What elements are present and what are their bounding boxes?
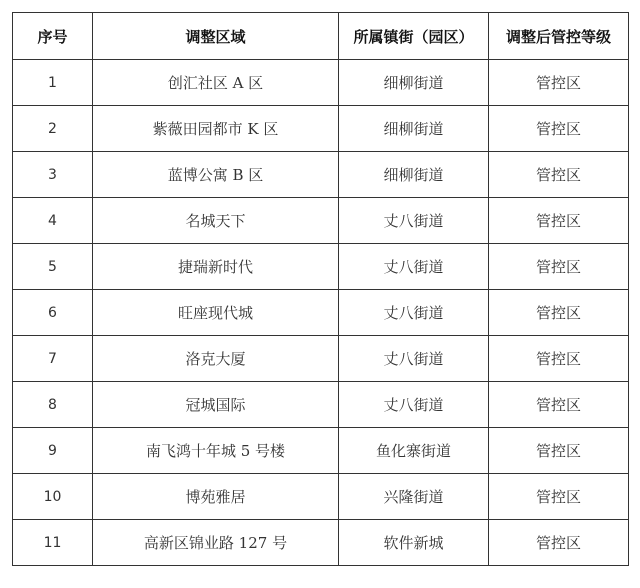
cell-index: 7 bbox=[13, 336, 93, 382]
table-row bbox=[13, 152, 629, 198]
cell-index: 5 bbox=[13, 244, 93, 290]
cell-index: 9 bbox=[13, 428, 93, 474]
cell-area: 旺座现代城 bbox=[93, 290, 339, 336]
header-subdistrict: 所属镇街（园区） bbox=[339, 13, 489, 60]
cell-index: 6 bbox=[13, 290, 93, 336]
cell-control-level: 管控区 bbox=[489, 520, 629, 566]
cell-control-level: 管控区 bbox=[489, 336, 629, 382]
cell-subdistrict: 细柳街道 bbox=[339, 60, 489, 106]
cell-index: 2 bbox=[13, 106, 93, 152]
cell-subdistrict: 软件新城 bbox=[339, 520, 489, 566]
table-row bbox=[13, 428, 629, 474]
cell-control-level: 管控区 bbox=[489, 382, 629, 428]
cell-area: 高新区锦业路 127 号 bbox=[93, 520, 339, 566]
cell-control-level: 管控区 bbox=[489, 428, 629, 474]
cell-index: 3 bbox=[13, 152, 93, 198]
cell-control-level: 管控区 bbox=[489, 290, 629, 336]
control-area-table bbox=[12, 12, 629, 566]
table-header bbox=[13, 13, 629, 60]
cell-index: 10 bbox=[13, 474, 93, 520]
cell-area: 创汇社区 A 区 bbox=[93, 60, 339, 106]
cell-subdistrict: 丈八街道 bbox=[339, 290, 489, 336]
cell-control-level: 管控区 bbox=[489, 474, 629, 520]
cell-subdistrict: 兴隆街道 bbox=[339, 474, 489, 520]
cell-index: 8 bbox=[13, 382, 93, 428]
cell-area: 冠城国际 bbox=[93, 382, 339, 428]
table-row bbox=[13, 244, 629, 290]
cell-control-level: 管控区 bbox=[489, 244, 629, 290]
cell-area: 蓝博公寓 B 区 bbox=[93, 152, 339, 198]
table-row bbox=[13, 382, 629, 428]
cell-subdistrict: 丈八街道 bbox=[339, 244, 489, 290]
cell-index: 4 bbox=[13, 198, 93, 244]
cell-subdistrict: 细柳街道 bbox=[339, 152, 489, 198]
cell-subdistrict: 鱼化寨街道 bbox=[339, 428, 489, 474]
header-area: 调整区域 bbox=[93, 13, 339, 60]
cell-control-level: 管控区 bbox=[489, 106, 629, 152]
cell-subdistrict: 丈八街道 bbox=[339, 198, 489, 244]
table-row bbox=[13, 60, 629, 106]
cell-area: 名城天下 bbox=[93, 198, 339, 244]
cell-area: 洛克大厦 bbox=[93, 336, 339, 382]
table-row bbox=[13, 290, 629, 336]
cell-control-level: 管控区 bbox=[489, 152, 629, 198]
header-control-level: 调整后管控等级 bbox=[489, 13, 629, 60]
table-row bbox=[13, 198, 629, 244]
table-body bbox=[13, 60, 629, 566]
cell-subdistrict: 丈八街道 bbox=[339, 382, 489, 428]
table-row bbox=[13, 106, 629, 152]
cell-control-level: 管控区 bbox=[489, 60, 629, 106]
cell-index: 11 bbox=[13, 520, 93, 566]
cell-area: 博苑雅居 bbox=[93, 474, 339, 520]
cell-index: 1 bbox=[13, 60, 93, 106]
cell-subdistrict: 丈八街道 bbox=[339, 336, 489, 382]
cell-area: 紫薇田园都市 K 区 bbox=[93, 106, 339, 152]
cell-area: 南飞鸿十年城 5 号楼 bbox=[93, 428, 339, 474]
header-index: 序号 bbox=[13, 13, 93, 60]
cell-area: 捷瑞新时代 bbox=[93, 244, 339, 290]
cell-subdistrict: 细柳街道 bbox=[339, 106, 489, 152]
table-row bbox=[13, 474, 629, 520]
cell-control-level: 管控区 bbox=[489, 198, 629, 244]
header-row bbox=[13, 13, 629, 60]
table-row bbox=[13, 520, 629, 566]
table-row bbox=[13, 336, 629, 382]
